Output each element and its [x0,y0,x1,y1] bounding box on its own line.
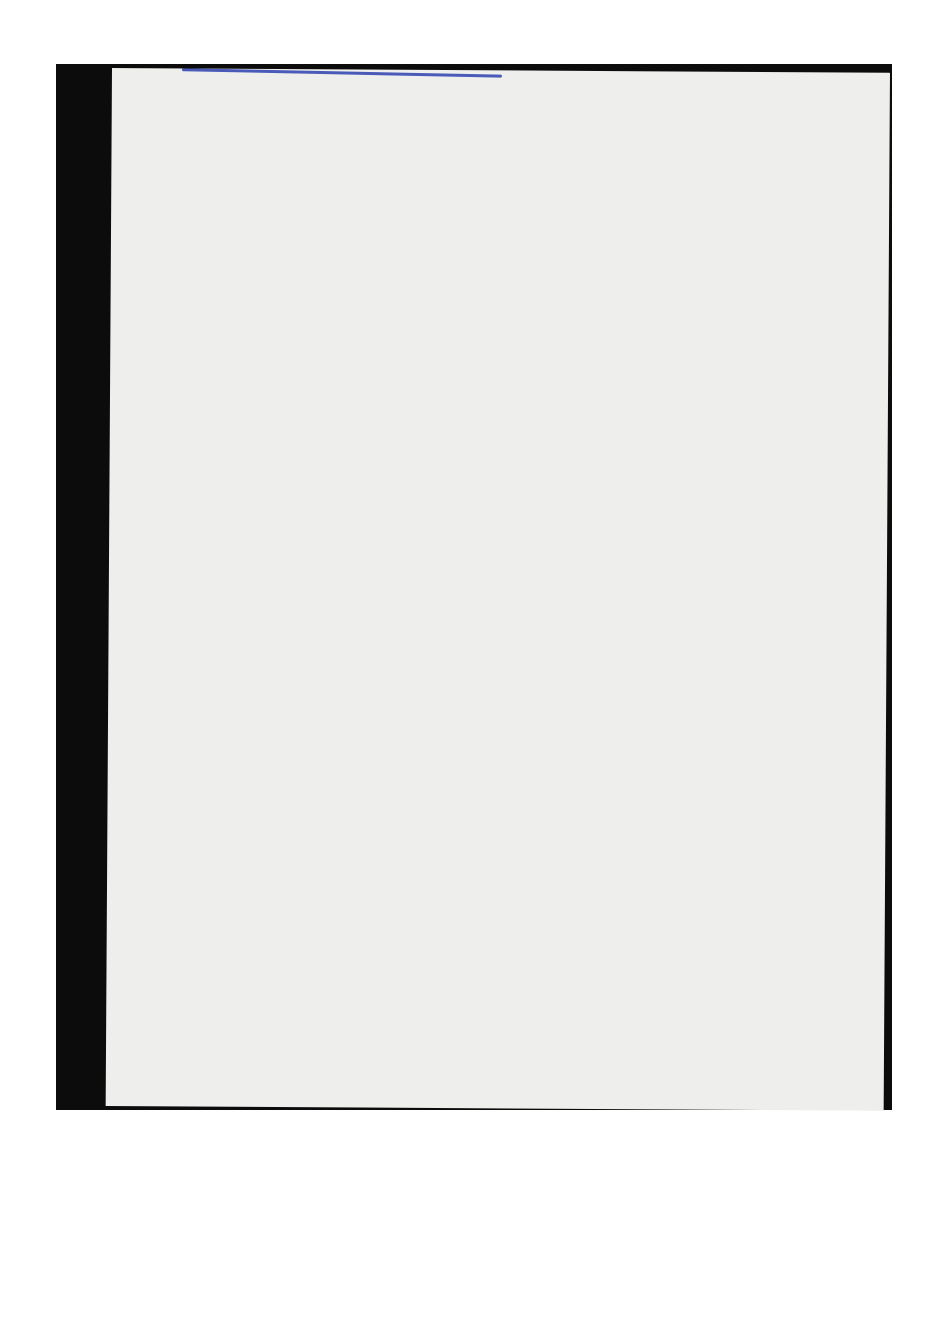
top-blue-stroke [182,68,502,77]
scanned-page [106,68,890,1111]
